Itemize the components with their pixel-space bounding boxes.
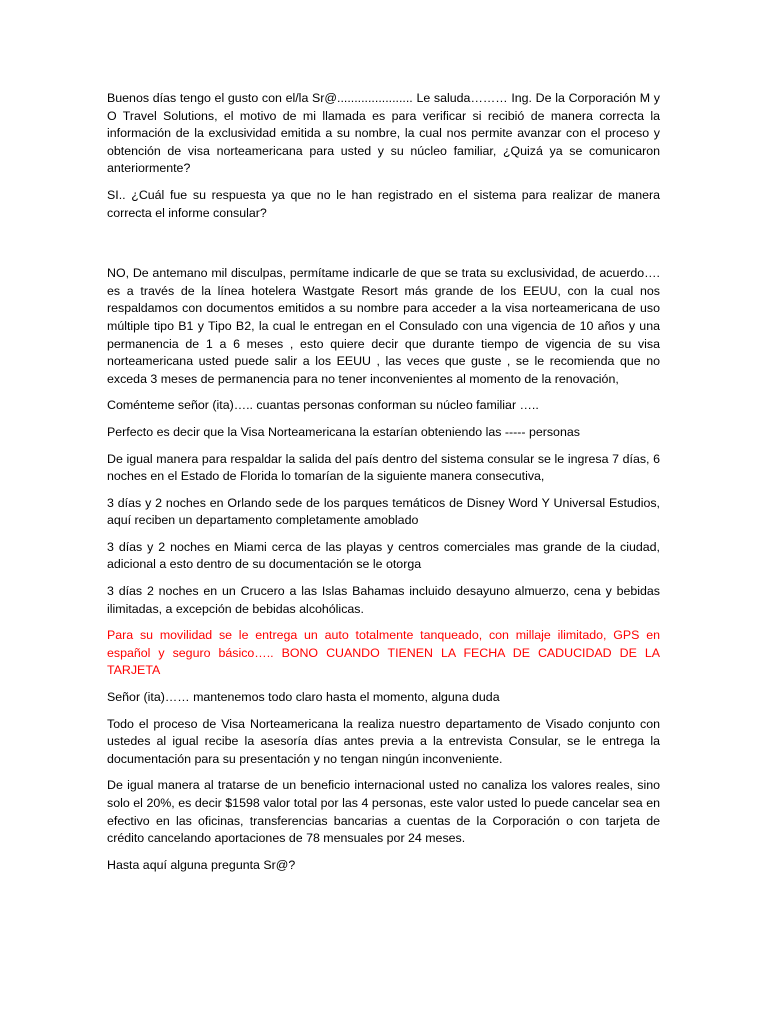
paragraph-family-question: Coménteme señor (ita)….. cuantas personas conforman su núcleo familiar …..	[107, 398, 539, 413]
paragraph-cruise: 3 días 2 noches en un Crucero a las Islas Bahamas incluido desayuno almuerzo, cena y bebidas ilimitadas, a excepción de bebidas alcohólicas.	[107, 584, 660, 616]
paragraph-mobility-bonus: Para su movilidad se le entrega un auto totalmente tanqueado, con millaje ilimitado, GPS en español y seguro básico….. BONO CUANDO TIENEN LA FECHA DE CADUCIDAD DE LA TARJETA	[107, 628, 660, 678]
document-page	[107, 90, 660, 883]
paragraph-yes-response: SI.. ¿Cuál fue su respuesta ya que no le han registrado en el sistema para realizar de manera correcta el informe consular?	[107, 187, 660, 220]
paragraph-no-response: NO, De antemano mil disculpas, permítame indicarle de que se trata su exclusividad, de acuerdo…. es a través de la línea hotelera Wastgate Resort más grande de los EEUU, con la cual nos respaldamos con documentos emitidos a su nombre para acceder a la visa norteamericana de uso múltiple tipo B1 y Tipo B2, la cual le entregan en el Consulado con una vigencia de 10 años y una permanencia de 1 a 6 meses , esto quiere decir que durante tiempo de vigencia de su visa norteamericana usted puede salir a los EEUU , las veces que guste , se le recomienda que no exceda 3 meses de permanencia para no tener inconvenientes al momento de la renovación,	[107, 266, 660, 386]
paragraph-greeting: Buenos días tengo el gusto con el/la Sr@...................... Le saluda……… Ing. De la Corporación M y O Travel Solutions, el motivo de mi llamada es para verificar si recibió de manera correcta la información de la exclusividad emitida a su nombre, la cual nos permite avanzar con el proceso y obtención de visa norteamericana para usted y su núcleo familiar, ¿Quizá ya se comunicaron anteriormente?	[107, 91, 660, 176]
paragraph-miami: 3 días y 2 noches en Miami cerca de las playas y centros comerciales mas grande de la ciudad, adicional a esto dentro de su documentación se le otorga	[107, 539, 660, 572]
paragraph-closing-question: Hasta aquí alguna pregunta Sr@?	[107, 857, 296, 872]
paragraph-clarity-check: Señor (ita)…… mantenemos todo claro hasta el momento, alguna duda	[107, 690, 500, 705]
paragraph-florida-stay: De igual manera para respaldar la salida del país dentro del sistema consular se le ingresa 7 días, 6 noches en el Estado de Florida lo tomarían de la siguiente manera consecutiva,	[107, 451, 660, 484]
paragraph-orlando: 3 días y 2 noches en Orlando sede de los parques temáticos de Disney Word Y Universal Estudios, aquí reciben un departamento completamente amoblado	[107, 495, 660, 528]
paragraph-visa-process: Todo el proceso de Visa Norteamericana la realiza nuestro departamento de Visado conjunto con ustedes al igual recibe la asesoría días antes previa a la entrevista Consular, se le entrega la documentación para su presentación y no tengan ningún inconveniente.	[107, 716, 660, 766]
paragraph-gap	[107, 231, 660, 265]
paragraph-payment: De igual manera al tratarse de un beneficio internacional usted no canaliza los valores reales, sino solo el 20%, es decir $1598 valor total por las 4 personas, este valor usted lo puede cancelar sea en efectivo en las oficinas, transferencias bancarias a cuentas de la Corporación o con tarjeta de crédito cancelando aportaciones de 78 mensuales por 24 meses.	[107, 778, 660, 846]
paragraph-visa-persons: Perfecto es decir que la Visa Norteamericana la estarían obteniendo las ----- personas	[107, 424, 580, 439]
